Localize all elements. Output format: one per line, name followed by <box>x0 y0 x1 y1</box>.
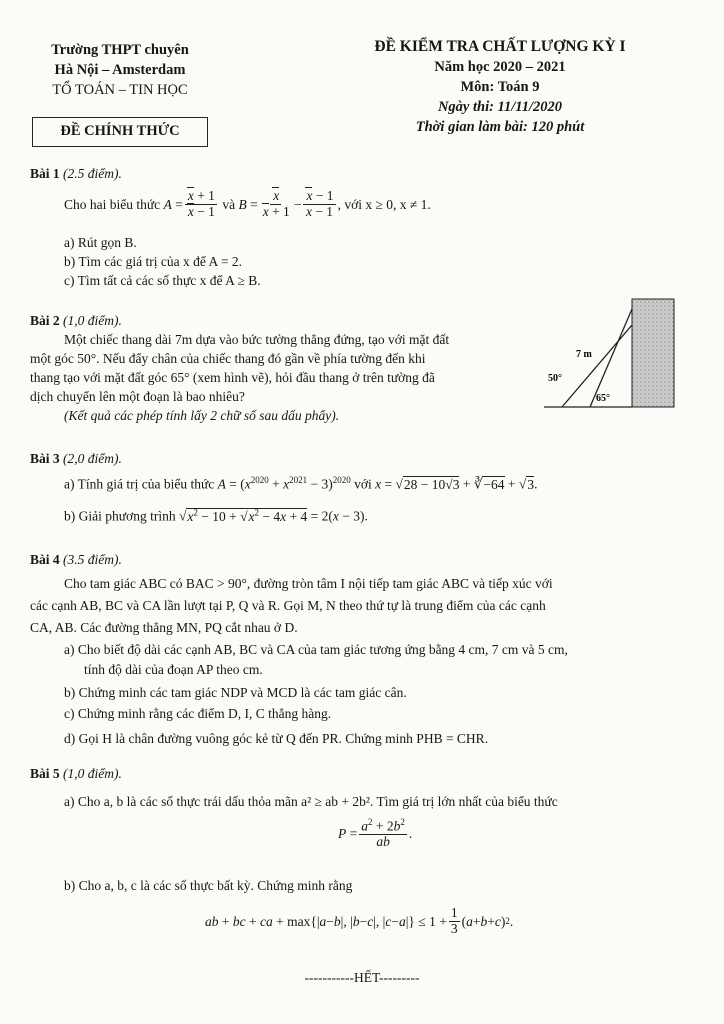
bai1-heading: Bài 1 (2.5 điểm). <box>30 166 122 181</box>
fraction-b2: $\frac{x - 1}{x - 1}$ <box>303 189 335 220</box>
bai1-expression: Cho hai biểu thức A = $\frac{x + 1}{x - 1}$ và B = $\frac{x}{x + 1}$ − $\frac{x - 1}{x - 1}$ , với x ≥ 0, x ≠ 1. <box>64 188 431 219</box>
bai3-heading: Bài 3 (2,0 điểm). <box>30 451 122 466</box>
bai2-line1: Một chiếc thang dài 7m dựa vào bức tường thẳng đứng, tạo với mặt đất <box>64 332 450 347</box>
bai4-line2: các cạnh AB, BC và CA lần lượt tại P, Q và R. Gọi M, N theo thứ tự là trung điểm của các cạnh <box>30 598 546 613</box>
bai4-a1: a) Cho biết độ dài các cạnh AB, BC và CA của tam giác tương ứng bằng 4 cm, 7 cm và 5 cm, <box>64 642 568 657</box>
angle-50-label: 50° <box>548 373 562 384</box>
bai2-heading: Bài 2 (1,0 điểm). <box>30 313 122 328</box>
bai4-c: c) Chứng minh rằng các điểm D, I, C thẳng hàng. <box>64 706 332 721</box>
bai1-b: b) Tìm các giá trị của x để A = 2. <box>64 254 242 269</box>
bai1-a: a) Rút gọn B. <box>64 235 137 250</box>
exam-title: ĐỀ KIỂM TRA CHẤT LƯỢNG KỲ I <box>374 38 626 55</box>
department: TỔ TOÁN – TIN HỌC <box>52 82 188 98</box>
school-name-2: Hà Nội – Amsterdam <box>54 62 186 78</box>
exam-title-block <box>320 37 680 137</box>
bai4-b: b) Chứng minh các tam giác NDP và MCD là các tam giác cân. <box>64 685 407 700</box>
bai4-line1: Cho tam giác ABC có BAC > 90°, đường tròn tâm I nội tiếp tam giác ABC và tiếp xúc với <box>64 576 553 591</box>
end-marker: -----------HẾT--------- <box>304 970 420 985</box>
bai2-note: (Kết quả các phép tính lấy 2 chữ số sau dấu phẩy). <box>64 408 340 423</box>
school-year: Năm học 2020 – 2021 <box>434 59 566 75</box>
bai5-b: b) Cho a, b, c là các số thực bất kỳ. Chứng minh rằng <box>64 878 353 893</box>
bai2-line4: dịch chuyển lên một đoạn là bao nhiêu? <box>30 389 245 404</box>
bai5-a: a) Cho a, b là các số thực trái dấu thỏa mãn a² ≥ ab + 2b². Tìm giá trị lớn nhất của biểu thức <box>64 794 558 809</box>
wall <box>632 299 674 407</box>
fraction-one-third: $\frac{1}{3}$ <box>450 905 458 936</box>
fraction-b1: $\frac{x}{x + 1}$ <box>262 188 290 219</box>
official-badge: ĐỀ CHÍNH THỨC <box>32 117 208 147</box>
ladder-figure <box>544 297 684 413</box>
school-block <box>30 40 210 100</box>
fraction-p: $\frac{a^2 + 2b^2}{ab}$ <box>361 817 405 850</box>
bai2-line3: thang tạo với mặt đất góc 65° (xem hình vẽ), hỏi đầu thang ở trên tường đã <box>30 370 435 385</box>
ladder-length-label: 7 m <box>576 349 592 360</box>
bai5-heading: Bài 5 (1,0 điểm). <box>30 766 122 781</box>
bai4-heading: Bài 4 (3.5 điểm). <box>30 552 122 567</box>
bai5-inequality: ab + bc + ca + max{| a − b |, | b − c |, | c − a |} ≤ 1 + $\frac{1}{3}$ ( a + b + c ) 2 . <box>205 905 514 936</box>
exam-duration: Thời gian làm bài: 120 phút <box>415 119 585 135</box>
exam-date: Ngày thi: 11/11/2020 <box>437 99 563 115</box>
fraction-a: $\frac{x + 1}{x - 1}$ <box>185 189 217 220</box>
bai1-c: c) Tìm tất cả các số thực x để A ≥ B. <box>64 273 261 288</box>
angle-65-label: 65° <box>596 393 610 404</box>
bai3-b: b) Giải phương trình $√x^2 - 10 + √x^2 - 4x + 4 = 2(x - 3)$. <box>64 507 368 524</box>
bai3-a: a) Tính giá trị của biểu thức $A = (x^{2020} + x^{2021} - 3)^{2020}$ với x = √28 − 10√3 + ∛−64 + √3. <box>64 475 538 492</box>
bai5-expression-p: P = $\frac{a^2 + 2b^2}{ab}$ . <box>338 817 413 850</box>
subject: Môn: Toán 9 <box>460 79 540 95</box>
bai4-a2: tính độ dài của đoạn AP theo cm. <box>84 662 263 677</box>
bai2-line2: một góc 50°. Nếu đẩy chân của chiếc thang đó gần về phía tường đến khi <box>30 351 426 366</box>
bai4-d: d) Gọi H là chân đường vuông góc kẻ từ Q đến PR. Chứng minh PHB = CHR. <box>64 731 489 746</box>
school-name: Trường THPT chuyên <box>51 42 189 58</box>
bai4-line3: CA, AB. Các đường thẳng MN, PQ cắt nhau ở D. <box>30 620 298 635</box>
